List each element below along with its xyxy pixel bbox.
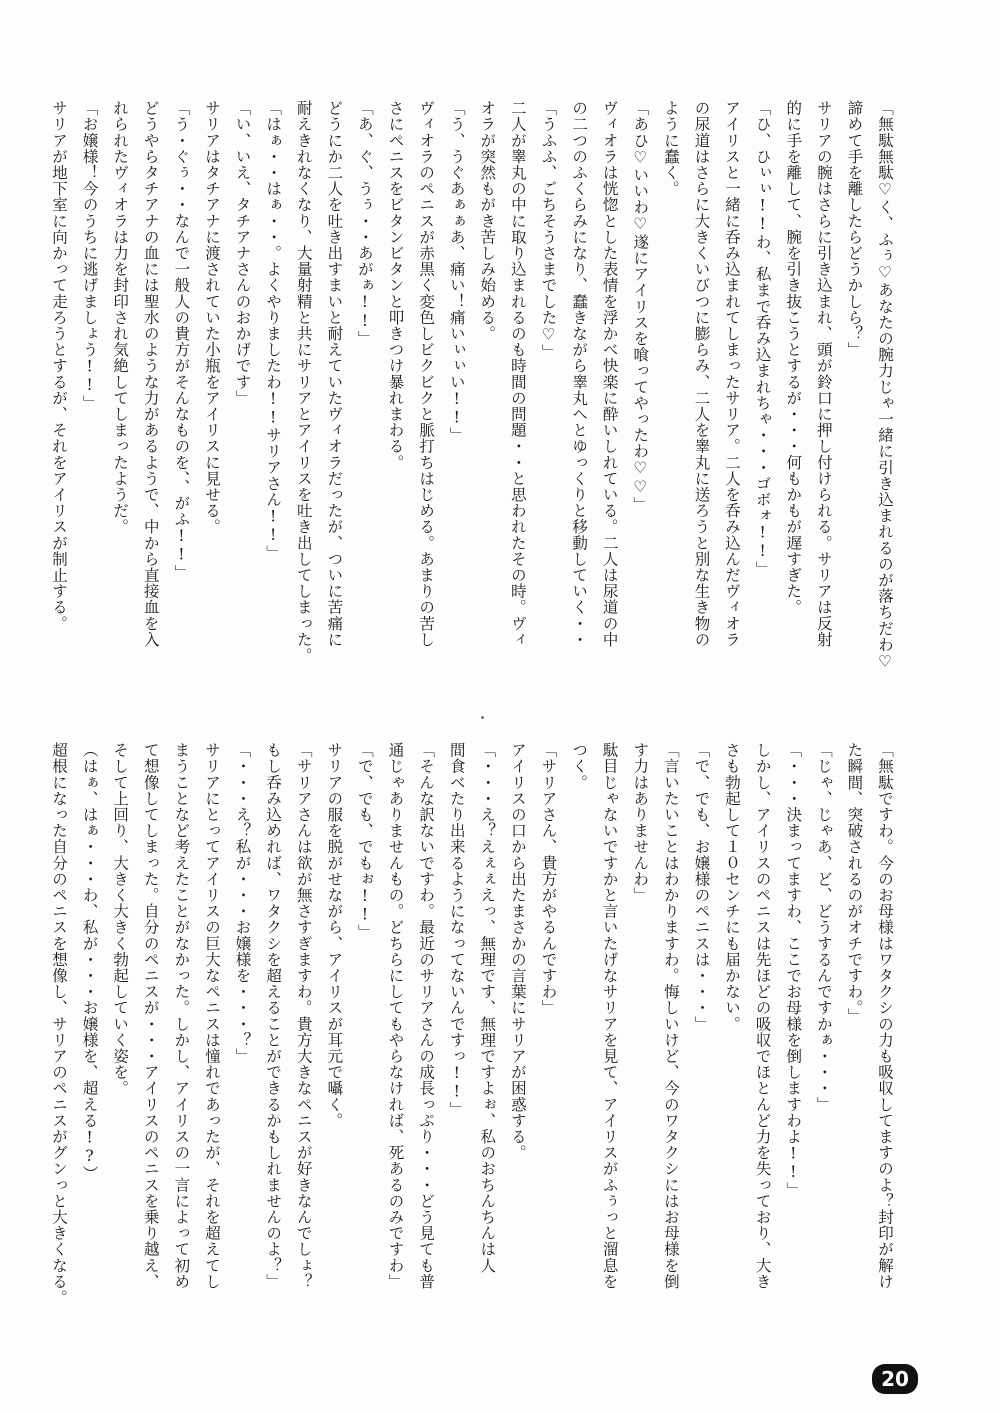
text-line: 耐えきれなくなり、大量射精と共にサリアとアイリスを吐き出してしまった。 [294,100,313,664]
text-line: サリアの服を脱がせながら、アイリスが耳元で囁く。 [325,742,344,1129]
text-line: て想像してしまった。自分のペニスが・・・アイリスのペニスを乗り越え、 [141,742,160,1290]
text-line: 間食べたり出来るようになってないんですっ!!」 [447,742,466,1118]
text-line: 「サリアさん、貴方がやるんですわ」 [539,742,558,1016]
text-line: （はぁ、はぁ・・・わ、私が・・・お嬢様を、超える!?） [80,742,99,1182]
text-line: 「あひ♡いいわ♡遂にアイリスを喰ってやったわ♡♡」 [631,100,650,513]
text-line: の二つのふくらみになり、蠢きながら睾丸へとゆっくりと移動していく・・ [570,100,589,648]
text-line: 「で、でも、お嬢様のペニスは・・・」 [692,742,711,1032]
text-line: 「じゃ、じゃあ、ど、どうするんですかぁ・・・」 [814,742,833,1113]
text-line: アイリスの口から出たまさかの言葉にサリアが困惑する。 [508,742,527,1161]
text-line: 諦めて手を離したらどうかしら？」 [845,100,864,358]
text-line: さも勃起して１０センチにも届かない。 [723,742,742,1032]
text-line: の尿道はさらに大きくいびつに膨らみ、二人を睾丸に送ろうと別な生き物の [692,100,711,648]
text-line: オラが突然もがき苦しみ始める。 [478,100,497,342]
text-line: ヴィオラのペニスが赤黒く変色しビクビクと脈打ちはじめる。あまりの苦し [417,100,436,648]
text-line: 「い、いえ、タチアナさんのおかげです」 [233,100,252,406]
text-line: 「無駄ですわ。今のお母様はワタクシの力も吸収してますのよ？封印が解け [876,742,894,1290]
lower-text-block [49,742,900,1322]
text-line: 駄目じゃないですかと言いたげなサリアを見て、アイリスがふぅっと溜息を [600,742,619,1290]
text-line: アイリスと一緒に呑み込まれてしまったサリア。二人を呑み込んだヴィオラ [723,100,742,648]
text-line: 「うふふ、ごちそうさまでした♡」 [539,100,558,361]
text-line: 「ひ、ひぃぃ!!わ、私まで呑み込まれちゃ・・・ゴボォ!!」 [753,100,772,577]
text-line: 通じゃありませんもの。どちらにしてもやらなければ、死あるのみですわ」 [386,742,405,1290]
text-line: もし呑み込めれば、ワタクシを超えることができるかもしれませんのよ？」 [264,742,283,1290]
text-line: 「・・・決まってますわ、ここでお母様を倒しますわよ!!」 [784,742,803,1198]
page-number: 20 [872,1364,918,1394]
text-line: 「そんな訳ないですわ。最近のサリアさんの成長っぷり・・・どう見ても普 [417,742,436,1290]
section-divider-dot [481,716,484,719]
text-line: サリアの腕はさらに引き込まれ、頭が鈴口に押し付けられる。サリアは反射 [814,100,833,648]
text-line: 「はぁ・・はぁ・・。よくやりましたわ!!サリアさん!!」 [264,100,283,561]
text-line: 「あ、ぐ、うぅ・・あがぁ!!」 [355,100,374,347]
text-line: 的に手を離して、腕を引き抜こうとするが・・・何もかもが遅すぎた。 [784,100,803,616]
text-line: 「・・・え？えぇぇえっ、無理です、無理ですよぉ、私のおちんちんは人 [478,742,497,1274]
text-line: 「う・ぐぅ・・なんで一般人の貴方がそんなものを、、がふ!!」 [172,100,191,581]
text-line: 「で、でも、でもぉ!!」 [355,742,374,941]
text-line: どうやらタチアナの血には聖水のような力があるようで、中から直接血を入 [141,100,160,648]
text-line: 「・・・え？私が・・・お嬢様を・・・？」 [233,742,252,1064]
text-line: サリアが地下室に向かって走ろうとするが、それをアイリスが制止する。 [49,100,68,632]
text-line: さにペニスをビタンビタンと叩きつけ暴れまわる。 [386,100,405,471]
text-line: しかし、アイリスのペニスは先ほどの吸収でほとんど力を失っており、大き [753,742,772,1290]
upper-text-block [49,100,900,671]
text-line: 超根になった自分のペニスを想像し、サリアのペニスがグンっと大きくなる。 [49,742,68,1306]
text-line: 「言いたいことはわかりますわ。悔しいけど、今のワタクシにはお母様を倒 [661,742,680,1290]
text-line: サリアにとってアイリスの巨大なペニスは憧れであったが、それを超えてし [202,742,221,1290]
text-line: そして上回り、大きく大きく勃起していく姿を。 [111,742,130,1097]
text-line: ヴィオラは恍惚とした表情を浮かべ快楽に酔いしれている。二人は尿道の中 [600,100,619,648]
text-line: 二人が睾丸の中に取り込まれるのも時間の問題・・と思われたその時。ヴィ [508,100,527,648]
text-line: れられたヴィオラは力を封印され気絶してしまったようだ。 [111,100,130,535]
text-line: サリアはタチアナに渡されていた小瓶をアイリスに見せる。 [202,100,221,535]
text-line: 「無駄無駄♡く、ふぅ♡あなたの腕力じゃ一緒に引き込まれるのが落ちだわ♡ [876,100,894,671]
text-line: つく。 [570,742,589,791]
text-line: す力はありませんわ」 [631,742,650,903]
text-line: ように蠢く。 [661,100,680,197]
text-line: た瞬間、突破されるのがオチですわ。」 [845,742,864,1025]
text-line: まうことなど考えたことがなかった。しかし、アイリスの一言によって初め [172,742,191,1290]
text-line: 「サリアさんは欲が無さすぎますわ。貴方大きなペニスが好きなんでしょ？ [294,742,313,1290]
text-line: 「お嬢様！今のうちに逃げましょう!!」 [80,100,99,411]
text-line: 「う、うぐあぁぁあ、痛い！痛いぃぃい!!」 [447,100,466,444]
text-line: どうにか二人を吐き出すまいと耐えていたヴィオラだったが、ついに苦痛に [325,100,344,648]
